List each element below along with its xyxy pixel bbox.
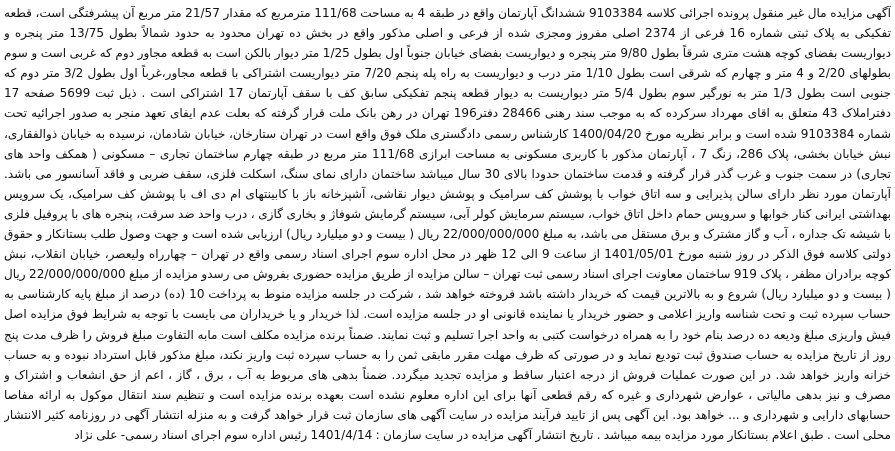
auction-notice-text: آگهی مزایده مال غیر منقول پرونده اجرائی کلاسه 9103384 ششدانگ آپارتمان واقع در طبقه 4 به مساحت 111/68 مترمربع که مقدار 21/57 متر مربع آن پیشرفتگی است، قطعه تفکیکی به پلاک ثبتی شماره 16 فرعی از 2374 اصلی مفروز ومجزی شده از فرعی و اصلی مذکور واقع در بخش ده تهران محدود به حدود شمالاً بطول 13/75 متر پنجره و دیواریست بفضای کوچه هشت متری شرقاً بطول 9/80 متر پنجره و دیواریست بفضای خیابان جنوباً اول بطول 1/25 متر دیوار بالکن است به قطعه مجاور دوم که غربی است و سوم بطولهای 2/20 و 4 متر و چهارم که شرقی است بطول 1/10 متر درب و دیواریست به راه پله پنجم 7/20 متر دیواریست اشتراکی با قطعه مجاور،غرباً اول بطول 3/2 متر دوم که جنوبی است بطول 1/3 متر به نورگیر سوم بطول 5/4 متر دیواریست به دیوار قطعه پنجم تفکیکی سابق کف با سقف آپارتمان 17 اشتراکی است . ذیل ثبت 5699 صفحه 17 دفتراملاک 43 متعلق به اقای مهرداد سرکرده که به موجب سند رهنی 28466 دفتر196 تهران در رهن بانک ملت قرار گرفته که بعلت عدم ایفای تعهد منجر به صدور اجرائیه تحت شماره 9103384 شده است و برابر نظریه مورخ 1400/04/20 کارشناس رسمی دادگستری ملک فوق واقع است در تهران ستارخان، خیابان شادمان، نرسیده به خیابان ذوالفقاری، نبش خیابان بخشی، پلاک 286، زنگ 7 ، آپارتمان مذکور با کاربری مسکونی به مساحت ابرازی 111/68 متر مربع در طبقه چهارم ساختمان تجاری – مسکونی ( همکف واحد های تجاری) در سمت جنوب و غرب گذر قرار گرفته و قدمت ساختمان حدودا بالای 30 سال میباشد ساختمان دارای نمای سنگ، اسکلت فلزی، سقف ضربی و فاقد آسانسور می باشد. آپارتمان مورد نظر دارای سالن پذیرایی و سه اتاق خواب با پوشش کف سرامیک و پوشش دیوار نقاشی، آشپزخانه باز با کابینتهای ام دی اف با پوشش کف سرامیک، یک سرویس بهداشتی ایرانی کنار خوابها و سرویس حمام داخل اتاق خواب، سیستم سرمایش کولر آبی، سیستم گرمایش شوفاژ و بخاری گازی ، درب واحد ضد سرقت، پنجره های با پروفیل فلزی با شیشه تک جداره ، آب و گاز مشترک و برق مستقل می باشد، به مبلغ 22/000/000/000 ریال ( بیست و دو میلیارد ریال) ارزیابی شده است و جهت وصول طلب بستانکار و حقوق دولتی کلاسه فوق الذکر در روز شنبه مورخ 1401/05/01 از ساعت 9 الی 12 ظهر در محل اداره سوم اجرای اسناد رسمی واقع در تهران – چهارراه ولیعصر، خیابان انقلاب، نبش کوچه برادران مظفر ، پلاک 919 ساختمان معاونت اجرای اسناد رسمی ثبت تهران – سالن مزایده از طریق مزایده حضوری بفروش می رسدو مزایده از مبلغ 22/000/000/000 ریال ( بیست و دو میلیارد ریال) شروع و به بالاترین قیمت که خریدار داشته باشد فروخته خواهد شد ، شرکت در جلسه مزایده منوط به پرداخت 10 (ده) درصد از مبلغ پایه کارشناسی به حساب سپرده ثبت و تحت شناسه واریز اعلامی و حضور خریدار یا نماینده قانونی او در جلسه مزایده است. لذا خریدار و یا خریداران می بایست با توجه به شرایط فوق مزایده اصل فیش واریزی مبلغ ودیعه ده درصد بنام خود را به همراه درخواست کتبی به واحد اجرا تسلیم و ثبت نمایند. ضمناً برنده مزایده مکلف است مابه التفاوت مبلغ فروش را ظرف مدت پنج روز از تاریخ مزایده به حساب صندوق ثبت تودیع نماید و در صورتی که ظرف مهلت مقرر مابقی ثمن را به حساب سپرده ثبت واریز نکند، مبلغ مذکور قابل استرداد نبوده و به حساب خزانه واریز خواهد شد. در این صورت عملیات فروش از درجه اعتبار ساقط و مزایده تجدید میگردد. ضمناً بدهی های مربوط به آب ، برق ، گاز ، اعم از حق انشعاب و اشتراک و مصرف و نیز بدهی مالیاتی ، عوارض شهرداری و غیره که رقم قطعی آنها برای این اداره معلوم نشده است بعهده برنده مزایده است و تنظیم سند انتقال موکول به ارائه مفاصا حسابهای دارایی و شهرداری و ... خواهد بود. این آگهی پس از تایید فرآیند مزایده در سایت آگهی های سازمان ثبت قرار خواهد گرفت و به منزله انتشار آگهی در روزنامه کثیر الانتشار محلی است . طبق اعلام بستانکار مورد مزایده بیمه میباشد . تاریخ انتشار آگهی مزایده در سایت سازمان : 1401/4/14 رئیس اداره سوم اجرای اسناد رسمی- علی نژاد — [4, 6, 891, 442]
